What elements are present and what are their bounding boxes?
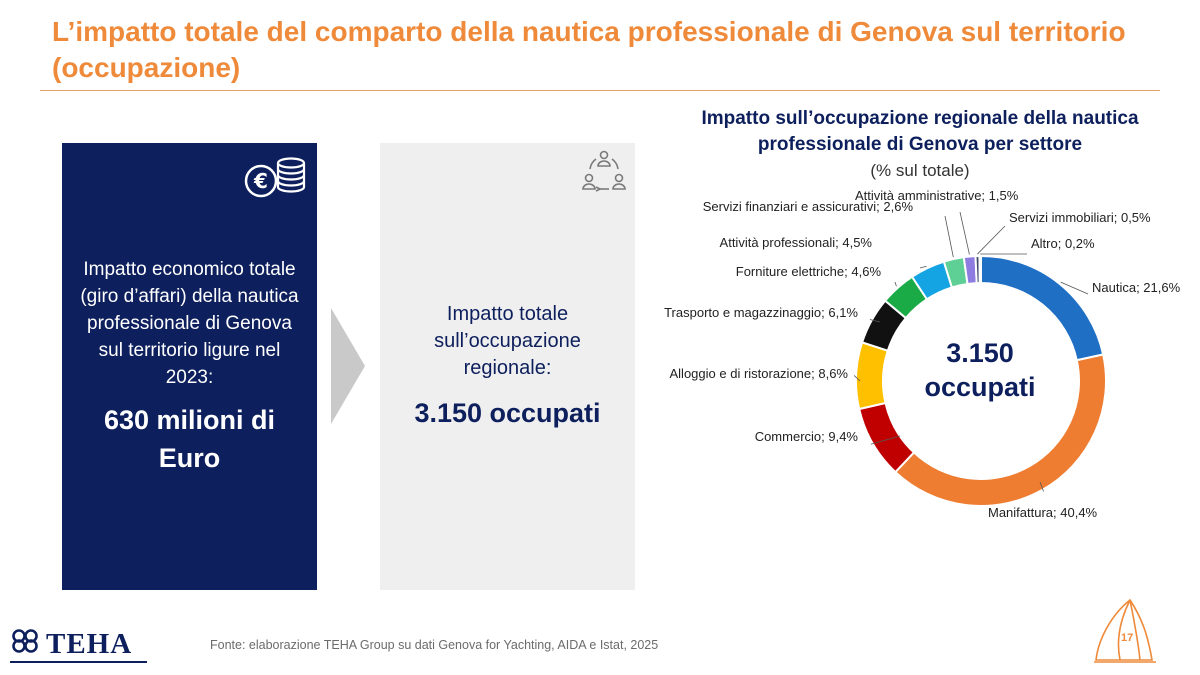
teha-logo xyxy=(10,628,132,659)
donut-slice-alloggio-e-di-ristorazione xyxy=(856,342,888,409)
employment-impact-text: Impatto totale sull’occupazione regionale: xyxy=(434,303,581,379)
slice-label: Servizi finanziari e assicurativi; 2,6% xyxy=(702,199,913,214)
leader-line xyxy=(960,212,969,255)
donut-slice-altro xyxy=(979,256,981,283)
economic-impact-text: Impatto economico totale (giro d’affari) della nautica professionale di Genova sul territorio ligure nel 2023: xyxy=(80,259,299,388)
slice-label: Manifattura; 40,4% xyxy=(988,505,1098,520)
employment-impact-value: 3.150 occupati xyxy=(414,398,601,428)
slice-label: Attività professionali; 4,5% xyxy=(719,235,872,250)
leader-line xyxy=(977,226,1005,254)
leader-line xyxy=(920,266,927,268)
slice-label: Commercio; 9,4% xyxy=(754,429,858,444)
economic-impact-value: 630 milioni di Euro xyxy=(103,405,276,473)
slide-title: L’impatto totale del comparto della nautica professionale di Genova sul territorio (occupazione) xyxy=(52,16,1126,83)
donut-slice-commercio xyxy=(859,403,914,472)
leader-line xyxy=(945,216,953,257)
logo-text: TEHA xyxy=(46,627,133,660)
slice-label: Servizi immobiliari; 0,5% xyxy=(1009,210,1151,225)
slice-label: Altro; 0,2% xyxy=(1031,236,1095,251)
slice-label: Alloggio e di ristorazione; 8,6% xyxy=(669,366,848,381)
svg-text:€: € xyxy=(254,169,268,193)
slice-label: Nautica; 21,6% xyxy=(1092,280,1181,295)
source-note: Fonte: elaborazione TEHA Group su dati Genova for Yachting, AIDA e Istat, 2025 xyxy=(210,638,659,652)
logo-underline xyxy=(10,661,147,663)
slice-label: Forniture elettriche; 4,6% xyxy=(735,264,881,279)
chart-subtitle: (% sul totale) xyxy=(870,161,970,180)
slice-label: Trasporto e magazzinaggio; 6,1% xyxy=(664,305,858,320)
chart-title: Impatto sull’occupazione regionale della nautica professionale di Genova per settore xyxy=(701,108,1139,155)
teha-mark-icon xyxy=(10,628,44,659)
slice-label: Attività amministrative; 1,5% xyxy=(855,188,1019,203)
donut-center-label: 3.150 occupati xyxy=(924,338,1036,402)
page-number: 17 xyxy=(1121,632,1134,644)
leader-line xyxy=(895,282,896,286)
